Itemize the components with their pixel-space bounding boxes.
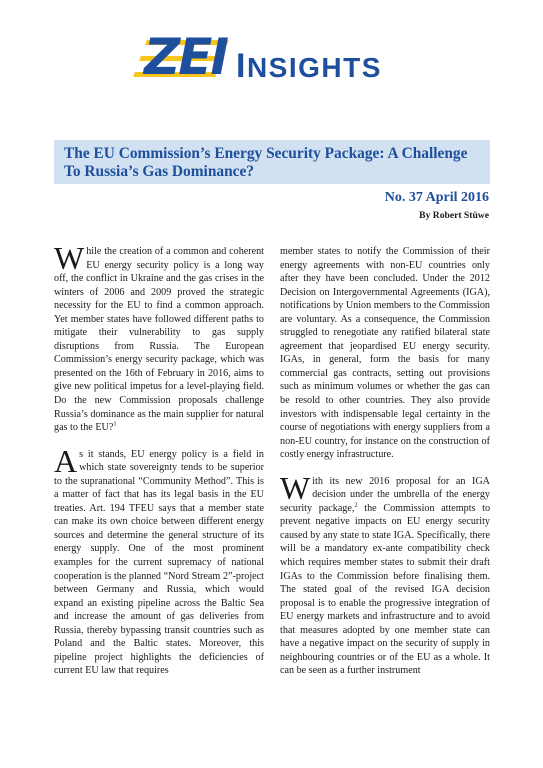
zei-insights-logo [144, 26, 394, 96]
body-column-left [54, 240, 264, 678]
logo-wordmark-rest: NSIGHTS [246, 52, 382, 83]
dropcap: W [54, 240, 85, 276]
paragraph-iga-notification [280, 245, 490, 462]
paragraph-intro [54, 240, 264, 435]
logo-wordmark-initial: I [236, 47, 247, 85]
paragraph-text: hile the creation of a common and coherent EU energy security policy is a long way off, the conflict in Ukraine and the gas crises in the winters of 2006 and 2009 proved the strategic necessity for the EU to find a common approach. Yet member states have followed different paths to mitigate their vulnerability to gas supply disruptions from Russia. The European Commission’s energy security package, which was presented on the 16th of February in 2016, aims to give new political impetus for a level-playing field. Do the new Commission proposals challenge Russia’s dominance as the main supplier for natural gas to the EU? [54, 246, 264, 434]
body-column-right [280, 245, 490, 678]
paragraph-iga-proposal [280, 469, 491, 678]
title-box [54, 140, 490, 184]
paragraph-text: member states to notify the Commission of their energy agreements with non-EU countries only after they have been concluded. Under the 2012 Decision on Intergovernmental Agreements (IGA), notifications by Union members to the Commission are voluntary. As a consequence, the Commission struggled to renegotiate any ratified bilateral state agreement that jeopardised EU energy security. IGAs, in general, form the basis for many commercial gas contracts, setting out provisions such as minimum volumes or whether the gas can be resold to other countries. They also provide investors with indispensable legal certainty in the course of negotiations with energy suppliers from a non-EU country, for instance on the construction of costly energy infrastructure. [280, 246, 490, 461]
article-title: The EU Commission’s Energy Security Package: A Challenge To Russia’s Gas Dominance? [64, 145, 468, 180]
logo-wordmark [236, 47, 382, 86]
logo-mark: ZEI [144, 28, 228, 86]
paragraph-eu-energy-policy [54, 442, 264, 678]
paragraph-text: the Commission attempts to prevent negative impacts on EU energy security caused by any state to state IGA. Specifically, there will be a mandatory ex-ante compatibility check which requires member states to submit their draft IGAs to the Commission before finalising them. The stated goal of the revised IGA decision proposal is to enable the progressive integration of EU energy markets and infrastructure and to avoid that measures adopted by one member state can have a negative impact on the security of supply in neighbouring countries or of the EU as a whole. It can be seen as a further instrument [280, 502, 491, 677]
issue-number-date: No. 37 April 2016 [384, 190, 489, 205]
dropcap: A [54, 442, 78, 479]
paragraph-text: ith its new 2016 proposal for an IGA decision under the umbrella of the energy security package, [280, 475, 490, 514]
author-byline: By Robert Stüwe [419, 210, 489, 221]
dropcap: W [280, 469, 311, 506]
paragraph-text: s it stands, EU energy policy is a field in which state sovereignty tends to be superior to the supranational “Community Method”. This is a matter of fact that has its legal basis in the EU treaties. Art. 194 TFEU says that a member state can make its own choice between different energy sources and determine the general structure of its energy supply. One of the most prominent examples for the current supremacy of national cooperation is the planned “Nord Stream 2”-project between Germany and Russia, which would expand an existing pipeline across the Baltic Sea and increase the amount of gas deliveries from Russia, thereby bypassing transit countries such as Poland and the Baltic states. Moreover, this pipeline project highlights the deficiencies of current EU law that requires [54, 448, 264, 677]
footnote-marker: 1 [113, 420, 117, 428]
footnote-marker: 2 [354, 501, 358, 509]
